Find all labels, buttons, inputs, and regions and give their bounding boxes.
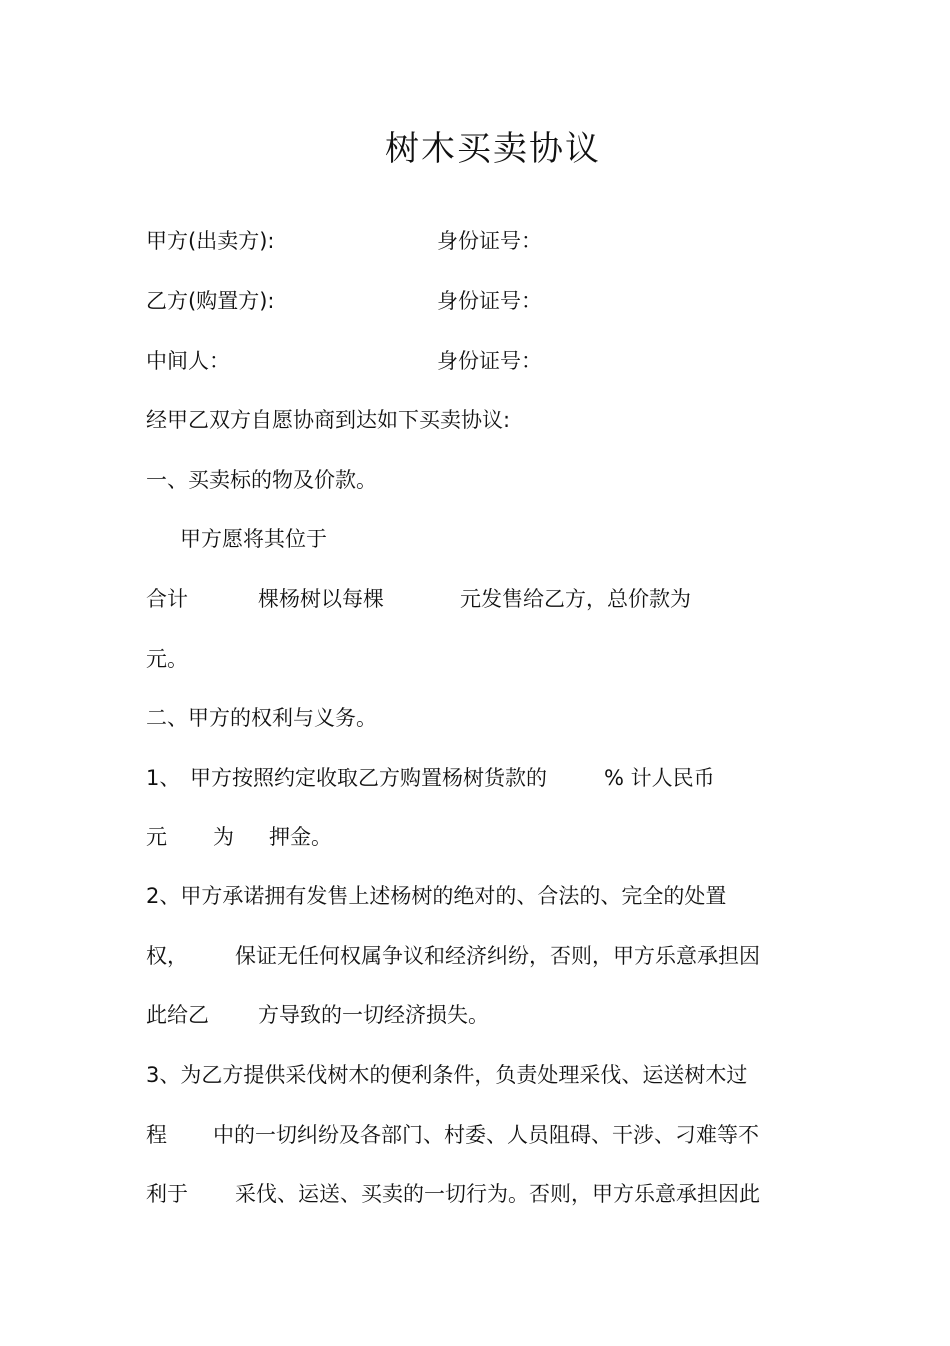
section2-heading: 二、甲方的权利与义务。 <box>146 706 377 730</box>
section1-line2-c: 元发售给乙方，总价款为 <box>460 587 691 611</box>
item3-line3-b: 采伐、运送、买卖的一切行为。否则，甲方乐意承担因此 <box>235 1182 760 1206</box>
item1-number: 1、 <box>146 766 181 790</box>
item1-percent-text: % 计人民币 <box>604 766 715 790</box>
item2-line2-b: 保证无任何权属争议和经济纠纷，否则，甲方乐意承担因 <box>235 944 760 968</box>
party-b-label: 乙方(购置方): <box>146 289 275 313</box>
section1-line1: 甲方愿将其位于 <box>180 527 327 551</box>
party-a-label: 甲方(出卖方): <box>146 229 275 253</box>
party-a-id-label: 身份证号： <box>437 229 542 253</box>
item1-deposit: 押金。 <box>269 825 332 849</box>
section1-line3: 元。 <box>146 647 188 671</box>
item3-line2-a: 程 <box>146 1123 167 1147</box>
item2-line3-b: 方导致的一切经济损失。 <box>258 1003 489 1027</box>
middleman-label: 中间人： <box>146 349 230 373</box>
item2-line3-a: 此给乙 <box>146 1003 209 1027</box>
section1-heading: 一、买卖标的物及价款。 <box>146 468 377 492</box>
item3-line1: 3、为乙方提供采伐树木的便利条件，负责处理采伐、运送树木过 <box>146 1063 748 1087</box>
middleman-id-label: 身份证号： <box>437 349 542 373</box>
party-b-id-label: 身份证号： <box>437 289 542 313</box>
item2-line1: 2、甲方承诺拥有发售上述杨树的绝对的、合法的、完全的处置 <box>146 884 727 908</box>
intro-text: 经甲乙双方自愿协商到达如下买卖协议: <box>146 408 511 432</box>
item3-line2-b: 中的一切纠纷及各部门、村委、人员阻碍、干涉、刁难等不 <box>213 1123 759 1147</box>
item1-yuan: 元 <box>146 825 167 849</box>
item2-line2-a: 权， <box>146 944 188 968</box>
section1-line2-b: 棵杨树以每棵 <box>258 587 384 611</box>
item1-text: 甲方按照约定收取乙方购置杨树货款的 <box>190 766 547 790</box>
document-title: 树木买卖协议 <box>385 129 601 169</box>
item1-as: 为 <box>213 825 234 849</box>
section1-line2-a: 合计 <box>146 587 188 611</box>
item3-line3-a: 利于 <box>146 1182 188 1206</box>
